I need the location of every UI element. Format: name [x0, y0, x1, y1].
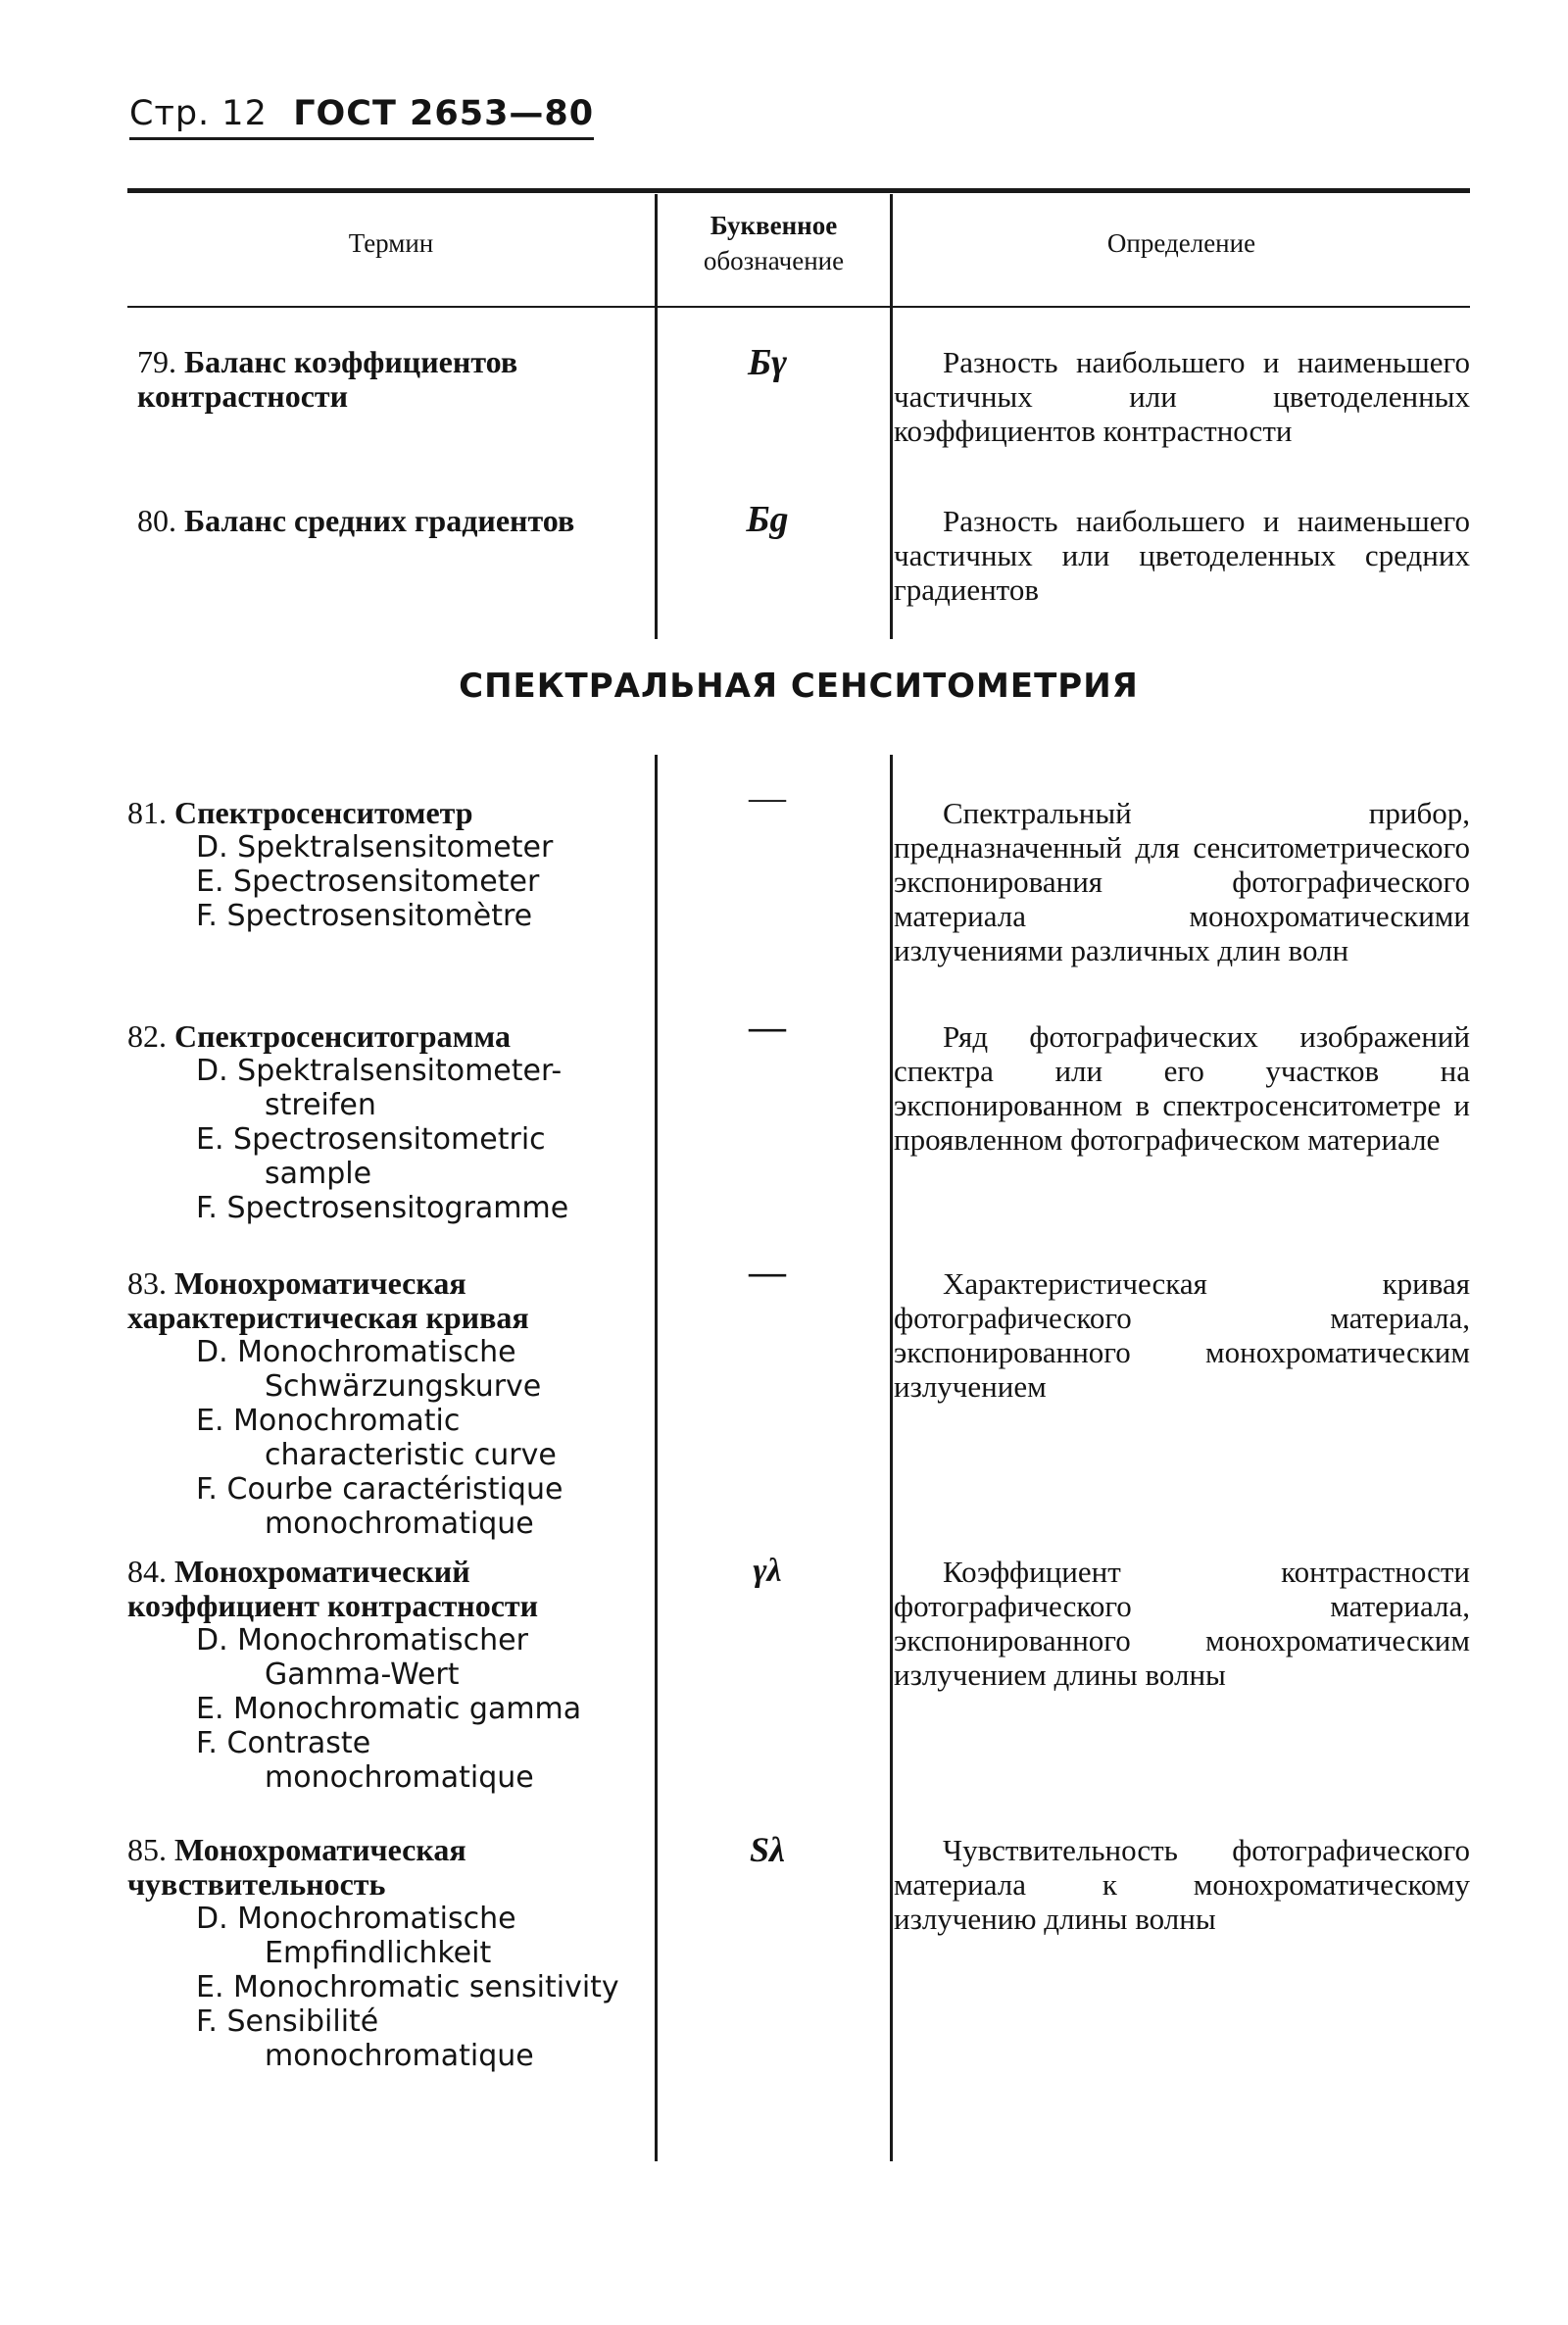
translation-fr: F. Spectrosensitomètre	[196, 899, 533, 933]
page-header	[129, 94, 594, 140]
term-name: Баланс коэффициентов контрастности	[137, 344, 518, 414]
translation-en: E. Monochromatic characteristic curve	[196, 1404, 557, 1472]
column-divider	[655, 755, 658, 2161]
definition-82: Ряд фотографических изображений спектра или его участков на экспонированном в спектросенситометре и проявленном фотографическом материале	[894, 1019, 1470, 1157]
term-entry-80: 80. Баланс средних градиентов	[137, 503, 575, 538]
translation-de: D. Monochromatische Empfindlichkeit	[196, 1902, 516, 1970]
symbol-79: Бγ	[748, 342, 787, 383]
column-divider	[890, 755, 893, 2161]
translation-de: D. Monochromatischer Gamma-Wert	[196, 1623, 528, 1692]
translation-fr: F. Sensibilité monochromatique	[196, 2004, 534, 2073]
translation-en: E. Spectrosensitometer	[196, 865, 540, 899]
term-entry-81: 81. Спектросенситометр D. Spektralsensitometer E. Spectrosensitometer F. Spectrosensitomètre	[127, 796, 641, 933]
translation-en: E. Monochromatic gamma	[196, 1692, 582, 1726]
definition-80: Разность наибольшего и наименьшего частичных или цветоделенных средних градиентов	[894, 504, 1470, 607]
term-name: Спектросенситометр	[174, 795, 473, 830]
symbol-85: Sλ	[750, 1830, 785, 1869]
standard-code: ГОСТ 2653—80	[293, 94, 595, 133]
term-name: Монохроматическая чувствительность	[127, 1832, 466, 1902]
definition-85: Чувствительность фотографического материала к монохроматическому излучению длины волны	[894, 1833, 1470, 1936]
term-name: Монохроматический коэффициент контрастности	[127, 1554, 539, 1623]
column-header-term: Термин	[348, 228, 434, 258]
term-entry-85: 85. Монохроматическая чувствительность D. Monochromatische Empfindlichkeit E. Monochromatic sensitivity F. Sensibilité monochromatique	[127, 1833, 641, 2073]
translation-de: D. Spektralsensitometer	[196, 830, 554, 865]
definition-81: Спектральный прибор, предназначенный для сенситометрического экспонирования фотографического материала монохроматическими излучениями различных длин волн	[894, 796, 1470, 967]
symbol-80: Бg	[746, 499, 789, 540]
term-entry-79: 79. Баланс коэффициентов контрастности	[137, 344, 518, 414]
term-entry-83: 83. Монохроматическая характеристическая кривая D. Monochromatische Schwärzungskurve E. Monochromatic characteristic curve F. Courbe caractéristique monochromatique	[127, 1266, 641, 1541]
translation-de: D. Monochromatische Schwärzungskurve	[196, 1335, 542, 1404]
table-header-rule	[127, 306, 1470, 308]
definition-84: Коэффициент контрастности фотографического материала, экспонированного монохроматическим излучением длины волны	[894, 1555, 1470, 1692]
column-divider	[890, 308, 893, 639]
translation-de: D. Spektralsensitometer-streifen	[196, 1054, 563, 1122]
term-entry-84: 84. Монохроматический коэффициент контрастности D. Monochromatischer Gamma-Wert E. Monochromatic gamma F. Contraste monochromatique	[127, 1555, 641, 1795]
column-header-symbol: Буквенное обозначение	[703, 211, 845, 275]
term-entry-82: 82. Спектросенситограмма D. Spektralsensitometer-streifen E. Spectrosensitometric sample F. Spectrosensitogramme	[127, 1019, 641, 1225]
symbol-82: —	[749, 1007, 786, 1048]
section-title: СПЕКТРАЛЬНАЯ СЕНСИТОМЕТРИЯ	[459, 667, 1139, 706]
translation-fr: F. Contraste monochromatique	[196, 1726, 534, 1795]
term-name: Монохроматическая характеристическая кривая	[127, 1265, 529, 1335]
term-name: Баланс средних градиентов	[184, 503, 575, 538]
page-number: Стр. 12	[129, 94, 268, 133]
translation-en: E. Monochromatic sensitivity	[196, 1970, 619, 2004]
translation-fr: F. Courbe caractéristique monochromatique	[196, 1472, 564, 1541]
symbol-81: —	[749, 777, 786, 818]
symbol-84: γλ	[753, 1553, 782, 1589]
definition-79: Разность наибольшего и наименьшего частичных или цветоделенных коэффициентов контрастности	[894, 345, 1470, 448]
definition-83: Характеристическая кривая фотографического материала, экспонированного монохроматическим излучением	[894, 1266, 1470, 1404]
table-top-rule	[127, 188, 1470, 193]
symbol-83: —	[749, 1252, 786, 1293]
term-name: Спектросенситограмма	[174, 1018, 511, 1054]
translation-fr: F. Spectrosensitogramme	[196, 1191, 569, 1225]
column-header-definition: Определение	[1106, 228, 1256, 258]
translation-en: E. Spectrosensitometric sample	[196, 1122, 546, 1191]
